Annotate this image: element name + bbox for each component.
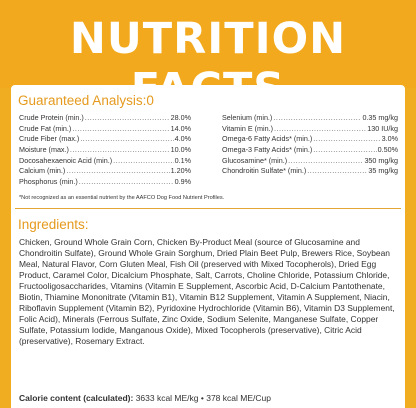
analysis-row [222,124,398,135]
dot-leader [80,134,173,143]
analysis-row [222,145,398,156]
analysis-row [19,134,191,145]
analysis-value: 28.0% [170,113,191,122]
dot-leader [288,156,363,165]
dot-leader [313,145,376,154]
dot-leader [113,156,174,165]
ingredients-list: Chicken, Ground Whole Grain Corn, Chicken By-Product Meal (source of Glucosamine and Chondroitin Sulfate), Ground Whole Grain Sorghum, Dried Plain Beet Pulp, Brewers Rice, Soybean Meal, Natural Flavor, Corn Gluten Meal, Fish Oil (preserved with Mixed Tocopherols), Dried Egg Product, Caramel Color, Dicalcium Phosphate, Salt, Carrots, Choline Chloride, Potassium Chloride, Fructooligosaccharides, Vitamins (Vitamin E Supplement, Ascorbic Acid, D-Calcium Pantothenate, Biotin, Thiamine Mononitrate (Vitamin B1), Vitamin B12 Supplement, Vitamin A Supplement, Niacin, Riboflavin Supplement (Vitamin B2), Pyridoxine Hydrochloride (Vitamin B6), Vitamin D3 Supplement, Folic Acid), Minerals (Ferrous Sulfate, Zinc Oxide, Sodium Selenite, Manganese Sulfate, Copper Sulfate, Potassium Iodide, Manganous Oxide), Mixed Tocopherols (preservative), Citric Acid (preservative), Rosemary Extract. [19,237,395,346]
dot-leader [79,177,174,186]
analysis-value: 0.1% [174,155,191,165]
analysis-label: Crude Fat (min.) [19,123,72,133]
nutrition-panel [11,85,405,408]
ingredients-heading: Ingredients: [18,217,89,232]
analysis-value: 10.0% [170,145,191,155]
analysis-value: 130 IU/kg [367,123,398,133]
guaranteed-analysis-right-column [222,113,398,177]
guaranteed-analysis-left-column [19,113,191,188]
analysis-value: 1.20% [170,166,191,176]
analysis-value: 0.50% [377,145,398,155]
analysis-value: 35 mg/kg [368,166,398,176]
analysis-label: Crude Protein (min.) [19,113,84,122]
analysis-row [19,166,191,177]
calorie-content [19,393,271,403]
analysis-value: 350 mg/kg [364,155,398,165]
dot-leader [274,124,366,133]
analysis-value: 3.0% [381,134,398,144]
header-banner [0,0,416,88]
analysis-label: Omega-6 Fatty Acids* (min.) [222,134,313,144]
dot-leader [313,134,380,143]
analysis-label: Moisture (max.) [19,145,69,155]
analysis-label: Calcium (min.) [19,166,66,176]
dot-leader [72,124,169,133]
dot-leader [70,145,170,154]
analysis-label: Vitamin E (min.) [222,123,273,133]
dot-leader [85,113,170,122]
analysis-label: Omega-3 Fatty Acids* (min.) [222,145,313,155]
analysis-row [222,166,398,177]
analysis-value: 4.0% [174,134,191,144]
analysis-label: Docosahexaenoic Acid (min.) [19,155,113,165]
analysis-label: Glucosamine* (min.) [222,155,288,165]
dot-leader [307,166,367,175]
analysis-row [19,124,191,135]
dot-leader [273,113,361,122]
page-title: NUTRITION [69,14,347,64]
analysis-value: 14.0% [170,123,191,133]
analysis-label: Crude Fiber (max.) [19,134,80,144]
guaranteed-analysis-heading: Guaranteed Analysis:0 [18,93,154,108]
analysis-row [19,156,191,167]
analysis-row [222,113,398,124]
analysis-row [19,177,191,188]
analysis-row [19,145,191,156]
analysis-row [222,134,398,145]
calorie-label: Calorie content (calculated): [19,393,134,403]
analysis-row [19,113,191,124]
analysis-label: Chondroitin Sulfate* (min.) [222,166,307,176]
analysis-row [222,156,398,167]
analysis-value: 0.9% [174,177,191,187]
analysis-value: 0.35 mg/kg [362,113,398,122]
analysis-label: Selenium (min.) [222,113,273,122]
aafco-footnote: *Not recognized as an essential nutrient by the AAFCO Dog Food Nutrient Profiles. [19,195,225,201]
dot-leader [66,166,169,175]
calorie-value: 3633 kcal ME/kg • 378 kcal ME/Cup [135,393,271,403]
section-divider [15,208,401,209]
analysis-label: Phosphorus (min.) [19,177,78,187]
